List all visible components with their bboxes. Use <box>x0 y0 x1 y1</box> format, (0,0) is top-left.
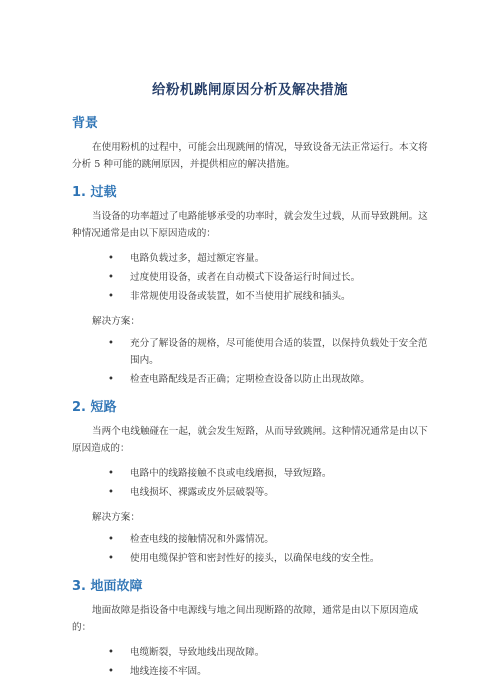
bullet-icon: • <box>108 468 114 479</box>
list-item: • 充分了解设备的规格，尽可能使用合适的装置，以保持负载处于安全范围内。 <box>72 335 428 369</box>
list-item: • 电线损坏、裸露或皮外层破裂等。 <box>72 484 428 501</box>
solution-label: 解决方案： <box>92 316 140 327</box>
background-section <box>72 112 428 173</box>
bullet-icon: • <box>108 291 114 302</box>
bullet-icon: • <box>108 534 114 545</box>
section-heading: 1. 过载 <box>72 185 117 200</box>
list-item: • 非常规使用设备或装置，如不当使用扩展线和插头。 <box>72 288 428 305</box>
bullet-icon: • <box>108 374 114 385</box>
cause-list <box>72 644 428 680</box>
list-item: • 使用电缆保护管和密封性好的接头，以确保电线的安全性。 <box>72 550 428 567</box>
bullet-icon: • <box>108 253 114 264</box>
list-item: • 检查电线的接触情况和外露情况。 <box>72 531 428 548</box>
bullet-icon: • <box>108 647 114 658</box>
list-item: • 电路中的线路接触不良或电线磨损，导致短路。 <box>72 465 428 482</box>
document-title: 给粉机跳闸原因分析及解决措施 <box>152 82 348 98</box>
bullet-icon: • <box>108 338 114 349</box>
solution-label: 解决方案： <box>92 512 140 523</box>
cause-list <box>72 250 428 305</box>
section-overload <box>72 181 428 388</box>
cause-list <box>72 465 428 501</box>
section-heading: 3. 地面故障 <box>72 579 143 594</box>
list-item: • 地线连接不牢固。 <box>72 663 428 680</box>
section-intro: 当两个电线触碰在一起，就会发生短路，从而导致跳闸。这种情况通常是由以下原因造成的： <box>72 426 428 454</box>
background-text: 在使用粉机的过程中，可能会出现跳闸的情况，导致设备无法正常运行。本文将分析 5 种可能的跳闸原因，并提供相应的解决措施。 <box>72 142 428 170</box>
bullet-icon: • <box>108 487 114 498</box>
list-item: • 检查电路配线是否正确；定期检查设备以防止出现故障。 <box>72 371 428 388</box>
list-item: • 过度使用设备，或者在自动模式下设备运行时间过长。 <box>72 269 428 286</box>
list-item: • 电路负载过多，超过额定容量。 <box>72 250 428 267</box>
section-intro: 当设备的功率超过了电路能够承受的功率时，就会发生过载，从而导致跳闸。这种情况通常是由以下原因造成的： <box>72 211 428 239</box>
bullet-icon: • <box>108 272 114 283</box>
background-heading: 背景 <box>72 116 99 131</box>
section-heading: 2. 短路 <box>72 400 117 415</box>
section-intro: 地面故障是指设备中电源线与地之间出现断路的故障，通常是由以下原因造成的： <box>72 605 419 633</box>
solution-list <box>72 531 428 567</box>
list-item: • 电缆断裂，导致地线出现故障。 <box>72 644 428 661</box>
solution-list <box>72 335 428 388</box>
section-short-circuit <box>72 396 428 567</box>
section-ground-fault <box>72 575 428 680</box>
bullet-icon: • <box>108 666 114 677</box>
bullet-icon: • <box>108 553 114 564</box>
